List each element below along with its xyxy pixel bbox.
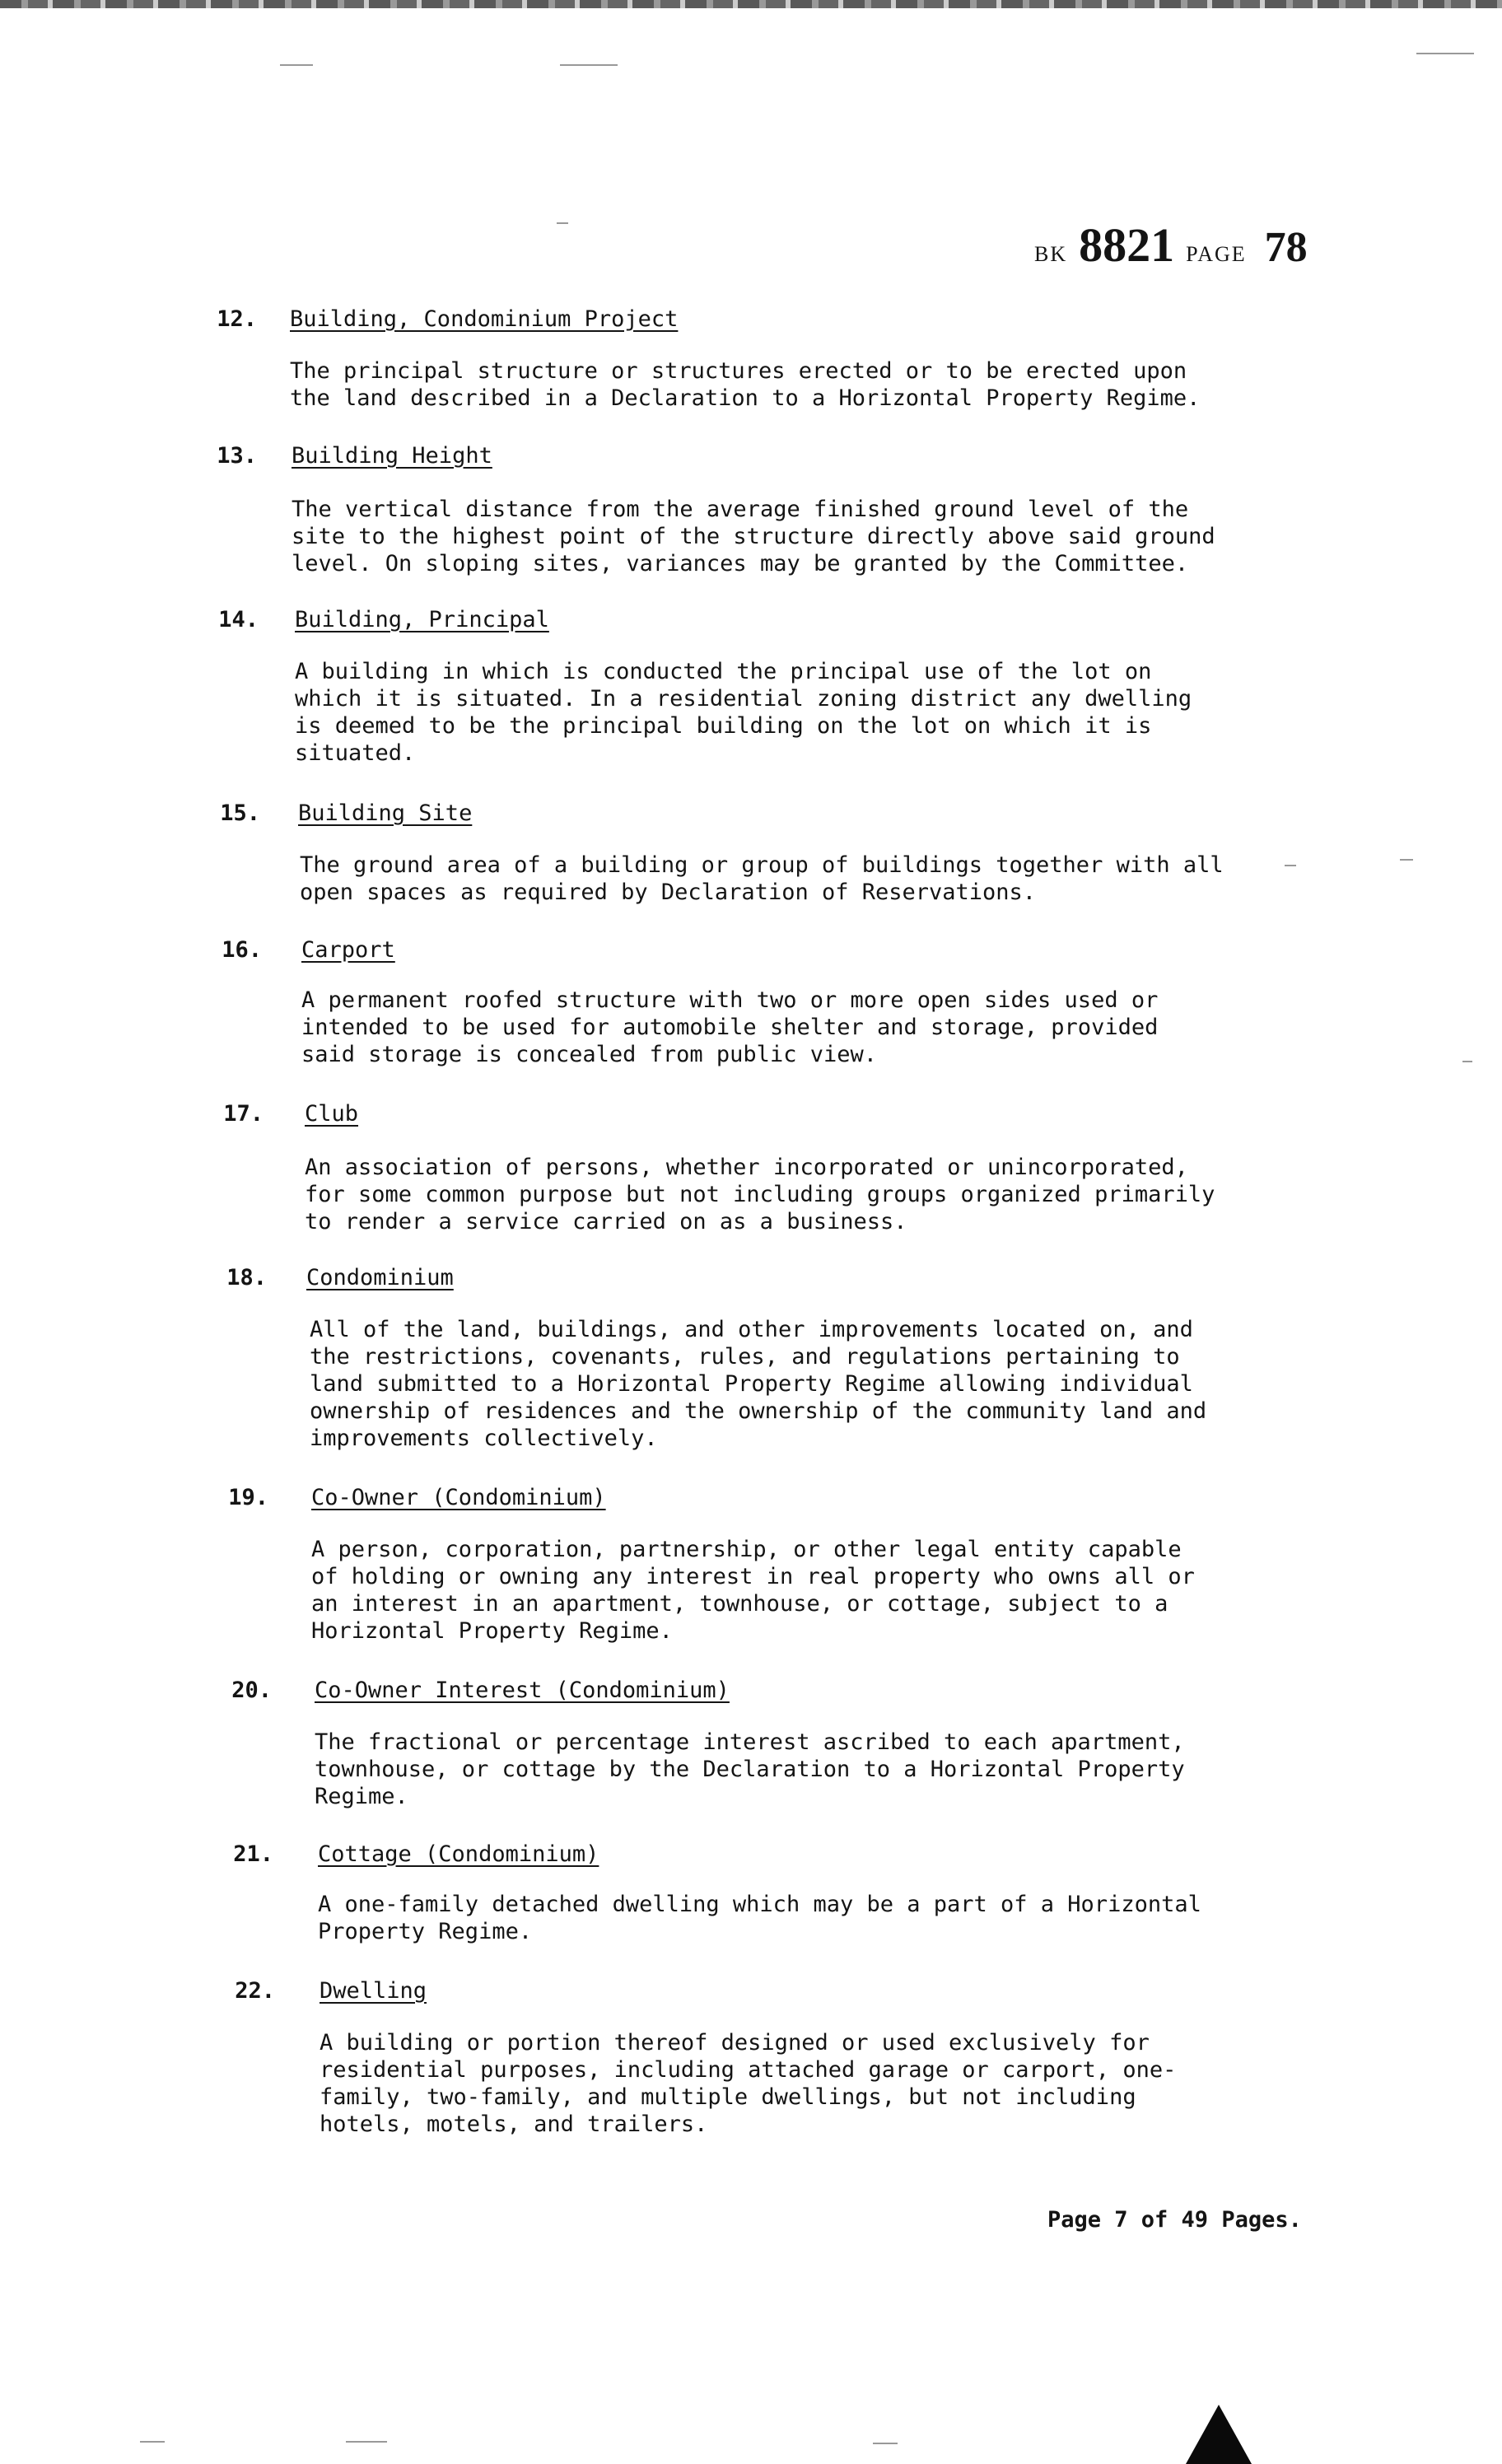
body-line: level. On sloping sites, variances may be granted by the Committee. bbox=[292, 551, 1189, 576]
section-title: Club bbox=[305, 1101, 359, 1127]
section-number: 16. bbox=[222, 937, 262, 963]
body-line: A building in which is conducted the principal use of the lot on bbox=[295, 659, 1152, 684]
body-line: The fractional or percentage interest ascribed to each apartment, bbox=[315, 1729, 1185, 1755]
section-body bbox=[290, 357, 1278, 412]
body-line: for some common purpose but not including groups organized primarily bbox=[305, 1182, 1215, 1207]
section-body bbox=[301, 987, 1290, 1068]
section-number: 18. bbox=[226, 1265, 267, 1290]
section-body bbox=[318, 1891, 1306, 1945]
body-line: said storage is concealed from public view. bbox=[301, 1042, 877, 1067]
section-number: 13. bbox=[217, 443, 257, 469]
body-line: A building or portion thereof designed or used exclusively for bbox=[320, 2030, 1150, 2056]
book-prefix: BK bbox=[1034, 242, 1068, 266]
scan-mark bbox=[346, 2441, 387, 2443]
body-line: an interest in an apartment, townhouse, or cottage, subject to a bbox=[311, 1591, 1168, 1617]
section-number: 20. bbox=[231, 1678, 272, 1703]
body-line: family, two-family, and multiple dwellings, but not including bbox=[320, 2084, 1136, 2110]
body-line: Horizontal Property Regime. bbox=[311, 1618, 673, 1644]
section-body bbox=[310, 1316, 1298, 1452]
section-title: Building, Condominium Project bbox=[290, 306, 679, 332]
body-line: All of the land, buildings, and other improvements located on, and bbox=[310, 1317, 1193, 1342]
body-line: the land described in a Declaration to a Horizontal Property Regime. bbox=[290, 385, 1201, 411]
body-line: ownership of residences and the ownership of the community land and bbox=[310, 1398, 1207, 1424]
body-line: open spaces as required by Declaration of Reservations. bbox=[300, 880, 1037, 905]
book-number: 8821 bbox=[1079, 218, 1175, 272]
book-page-stamp bbox=[1034, 217, 1308, 273]
section-body bbox=[295, 658, 1283, 767]
body-line: The vertical distance from the average finished ground level of the bbox=[292, 497, 1189, 522]
section-body bbox=[292, 496, 1280, 577]
body-line: to render a service carried on as a business. bbox=[305, 1209, 907, 1234]
scan-mark bbox=[1400, 859, 1413, 861]
section-title: Building, Principal bbox=[295, 607, 549, 632]
section-title: Dwelling bbox=[320, 1978, 427, 2004]
section-number: 17. bbox=[223, 1101, 264, 1127]
scan-blot bbox=[1186, 2405, 1252, 2464]
scan-edge-artifact bbox=[0, 0, 1502, 8]
section-body bbox=[305, 1154, 1293, 1235]
scan-mark bbox=[1462, 1061, 1472, 1062]
body-line: An association of persons, whether incorporated or unincorporated, bbox=[305, 1155, 1188, 1180]
body-line: site to the highest point of the structure directly above said ground bbox=[292, 524, 1215, 549]
scan-mark bbox=[557, 222, 568, 224]
section-title: Carport bbox=[301, 937, 395, 963]
section-title: Building Site bbox=[298, 800, 473, 826]
section-number: 15. bbox=[220, 800, 260, 826]
body-line: Property Regime. bbox=[318, 1919, 533, 1944]
body-line: A person, corporation, partnership, or other legal entity capable bbox=[311, 1537, 1182, 1562]
section-title: Co-Owner Interest (Condominium) bbox=[315, 1678, 730, 1703]
body-line: intended to be used for automobile shelter and storage, provided bbox=[301, 1015, 1159, 1040]
section-body bbox=[315, 1729, 1303, 1810]
scan-mark bbox=[1416, 53, 1474, 54]
body-line: townhouse, or cottage by the Declaration to a Horizontal Property bbox=[315, 1757, 1185, 1782]
body-line: of holding or owning any interest in real property who owns all or bbox=[311, 1564, 1195, 1589]
body-line: the restrictions, covenants, rules, and regulations pertaining to bbox=[310, 1344, 1180, 1370]
section-body bbox=[311, 1536, 1299, 1645]
section-number: 14. bbox=[218, 607, 259, 632]
body-line: improvements collectively. bbox=[310, 1426, 658, 1451]
body-line: is deemed to be the principal building on the lot on which it is bbox=[295, 713, 1152, 739]
body-line: which it is situated. In a residential zoning district any dwelling bbox=[295, 686, 1192, 712]
section-title: Building Height bbox=[292, 443, 492, 469]
scan-mark bbox=[280, 64, 313, 66]
body-line: residential purposes, including attached garage or carport, one- bbox=[320, 2057, 1177, 2083]
section-body bbox=[300, 852, 1288, 906]
section-title: Co-Owner (Condominium) bbox=[311, 1485, 606, 1510]
scan-mark bbox=[873, 2443, 898, 2444]
section-number: 12. bbox=[217, 306, 257, 332]
body-line: A permanent roofed structure with two or more open sides used or bbox=[301, 987, 1159, 1013]
section-title: Cottage (Condominium) bbox=[318, 1841, 599, 1867]
page-label: PAGE bbox=[1186, 242, 1247, 266]
body-line: The ground area of a building or group of buildings together with all bbox=[300, 852, 1224, 878]
page-number: 78 bbox=[1264, 224, 1308, 271]
body-line: The principal structure or structures erected or to be erected upon bbox=[290, 358, 1187, 384]
body-line: land submitted to a Horizontal Property Regime allowing individual bbox=[310, 1371, 1193, 1397]
scan-mark bbox=[140, 2441, 165, 2443]
scan-mark bbox=[560, 64, 618, 66]
section-number: 19. bbox=[228, 1485, 268, 1510]
body-line: Regime. bbox=[315, 1784, 408, 1809]
body-line: situated. bbox=[295, 740, 416, 766]
section-body bbox=[320, 2029, 1308, 2138]
section-number: 22. bbox=[235, 1978, 275, 2004]
page-count-footer: Page 7 of 49 Pages. bbox=[1047, 2207, 1302, 2233]
section-number: 21. bbox=[233, 1841, 273, 1867]
body-line: A one-family detached dwelling which may be a part of a Horizontal bbox=[318, 1892, 1201, 1917]
body-line: hotels, motels, and trailers. bbox=[320, 2112, 708, 2137]
section-title: Condominium bbox=[306, 1265, 454, 1290]
